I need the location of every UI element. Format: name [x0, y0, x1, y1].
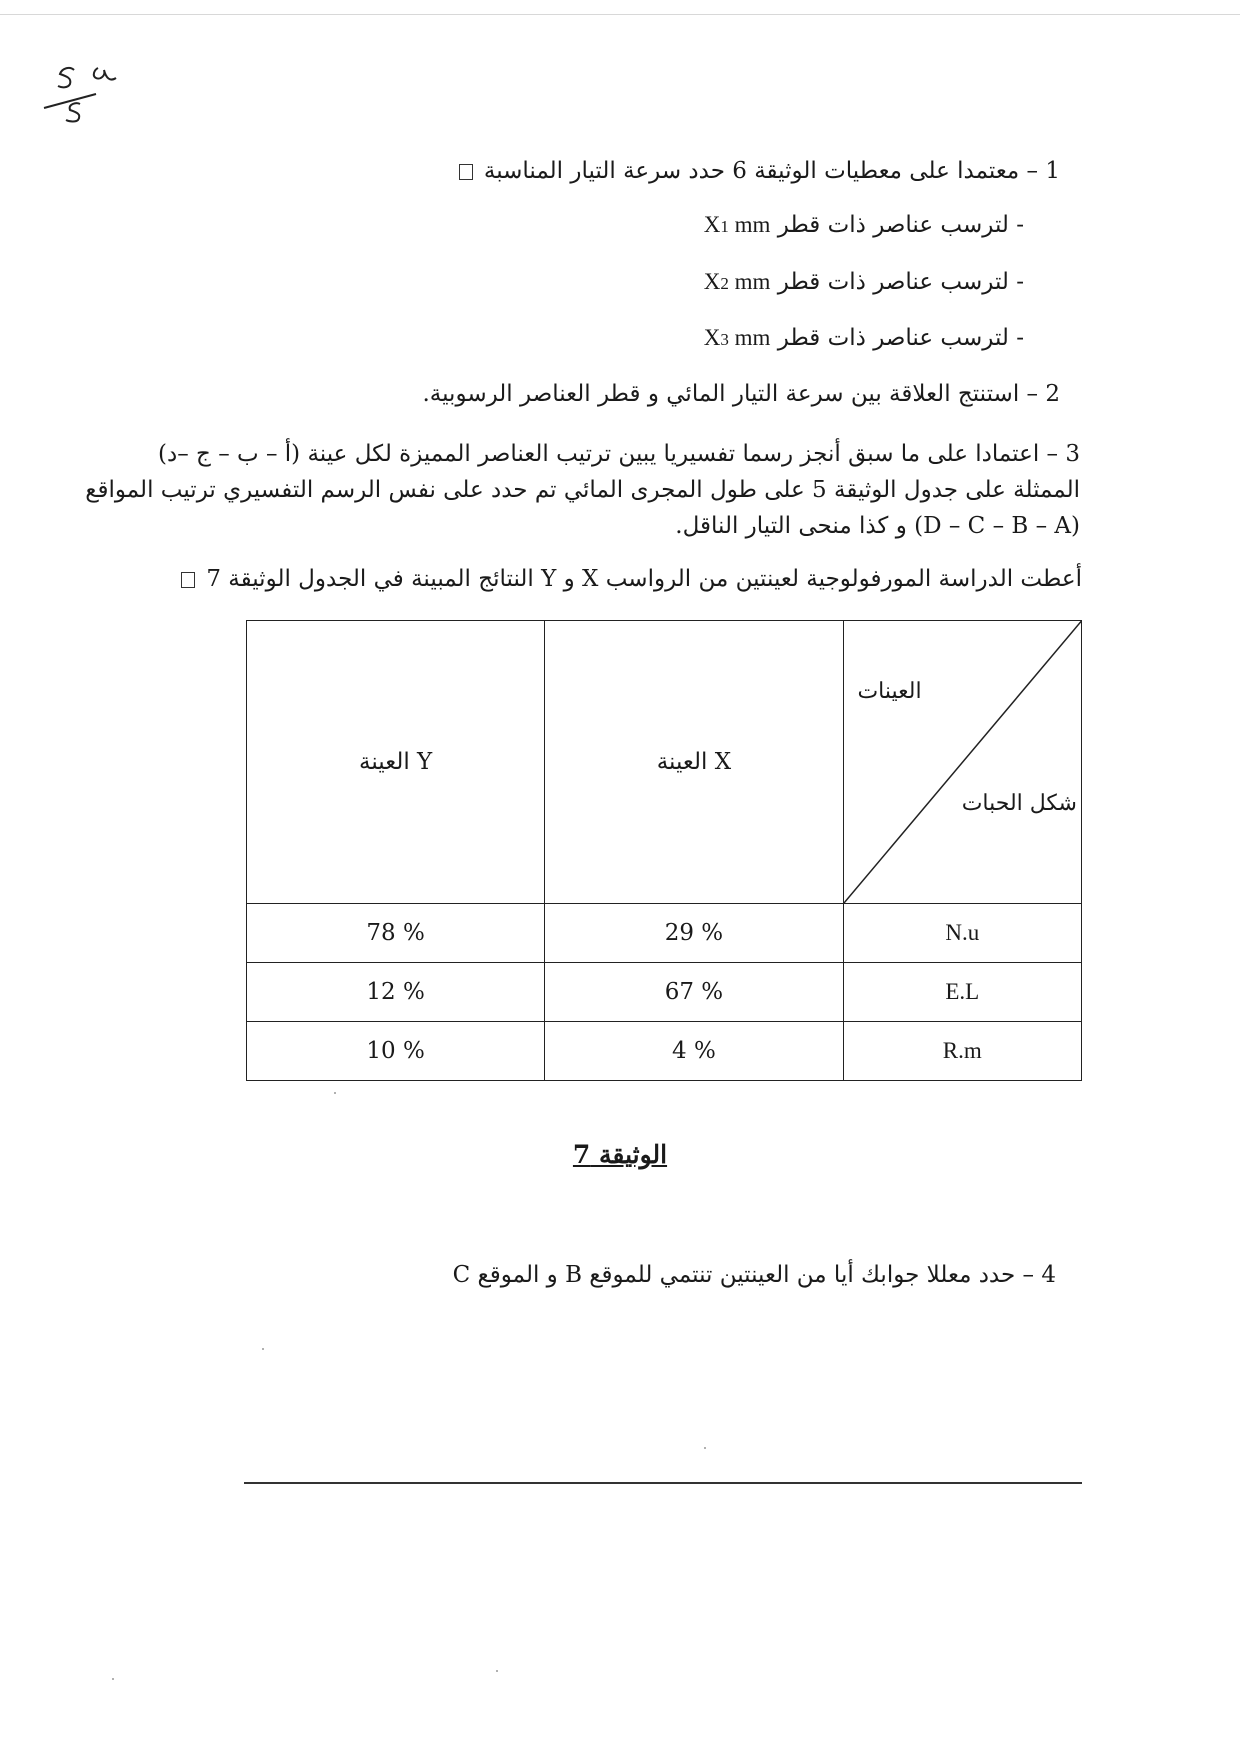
checkbox-glyph-icon — [181, 572, 195, 588]
scan-speck — [334, 1092, 336, 1094]
checkbox-glyph-icon — [459, 164, 473, 180]
answer-divider-line — [244, 1482, 1082, 1484]
cell-y-value: 78 % — [247, 904, 545, 963]
question-4: 4 – حدد معللا جوابك أيا من العينتين تنتمي للموقع B و الموقع C — [452, 1262, 1056, 1288]
table-row — [247, 904, 1082, 963]
cell-row-label: N.u — [843, 904, 1081, 963]
diameter-variable-1: X1 mm — [703, 212, 771, 237]
cell-y-value: 12 % — [247, 963, 545, 1022]
document-7-intro: أعطت الدراسة المورفولوجية لعينتين من الرواسب X و Y النتائج المبينة في الجدول الوثيقة 7 — [177, 566, 1082, 592]
header-diagonal-cell — [843, 621, 1081, 904]
document-7-caption: الوثيقة 7 — [572, 1140, 668, 1169]
scan-speck — [704, 1447, 706, 1449]
cell-x-value: 29 % — [545, 904, 843, 963]
morphology-table — [246, 620, 1082, 1081]
handwritten-page-mark — [40, 56, 130, 136]
question-3 — [85, 436, 1080, 544]
cell-x-value: 4 % — [545, 1022, 843, 1081]
scan-speck — [112, 1678, 114, 1680]
top-scan-rule — [0, 14, 1240, 15]
table-row — [247, 1022, 1082, 1081]
question-1-text: 1 – معتمدا على معطيات الوثيقة 6 حدد سرعة التيار المناسبة — [483, 158, 1060, 184]
cell-y-value: 10 % — [247, 1022, 545, 1081]
cell-x-value: 67 % — [545, 963, 843, 1022]
question-1-item-2: - لترسب عناصر ذات قطر X2 mm — [703, 269, 1024, 295]
header-sample-x: العينة X — [545, 621, 843, 904]
question-3-line-1: 3 – اعتمادا على ما سبق أنجز رسما تفسيريا يبين ترتيب العناصر المميزة لكل عينة (أ – ب – ج –د) — [158, 441, 1080, 467]
question-3-line-2: الممثلة على جدول الوثيقة 5 على طول المجرى المائي تم حدد على نفس الرسم التفسيري ترتيب المواقع — [85, 477, 1080, 503]
header-samples-label: العينات — [857, 679, 922, 704]
question-1-item-1: - لترسب عناصر ذات قطر X1 mm — [703, 212, 1024, 238]
scan-speck — [496, 1670, 498, 1672]
diameter-variable-3: X3 mm — [703, 325, 771, 350]
cell-row-label: E.L — [843, 963, 1081, 1022]
question-1-item-3: - لترسب عناصر ذات قطر X3 mm — [703, 325, 1024, 351]
cell-row-label: R.m — [843, 1022, 1081, 1081]
scan-speck — [262, 1348, 264, 1350]
question-2: 2 – استنتج العلاقة بين سرعة التيار المائي و قطر العناصر الرسوبية. — [422, 381, 1060, 407]
table-row — [247, 963, 1082, 1022]
question-1 — [455, 158, 1060, 184]
header-grain-shape-label: شكل الحبات — [961, 791, 1077, 816]
diagonal-divider — [844, 621, 1081, 903]
header-sample-y: العينة Y — [247, 621, 545, 904]
diameter-variable-2: X2 mm — [703, 269, 771, 294]
page-number-mark — [40, 56, 130, 136]
question-3-line-3: (D – C – B – A) و كذا منحى التيار الناقل. — [675, 513, 1080, 539]
table-header-row — [247, 621, 1082, 904]
